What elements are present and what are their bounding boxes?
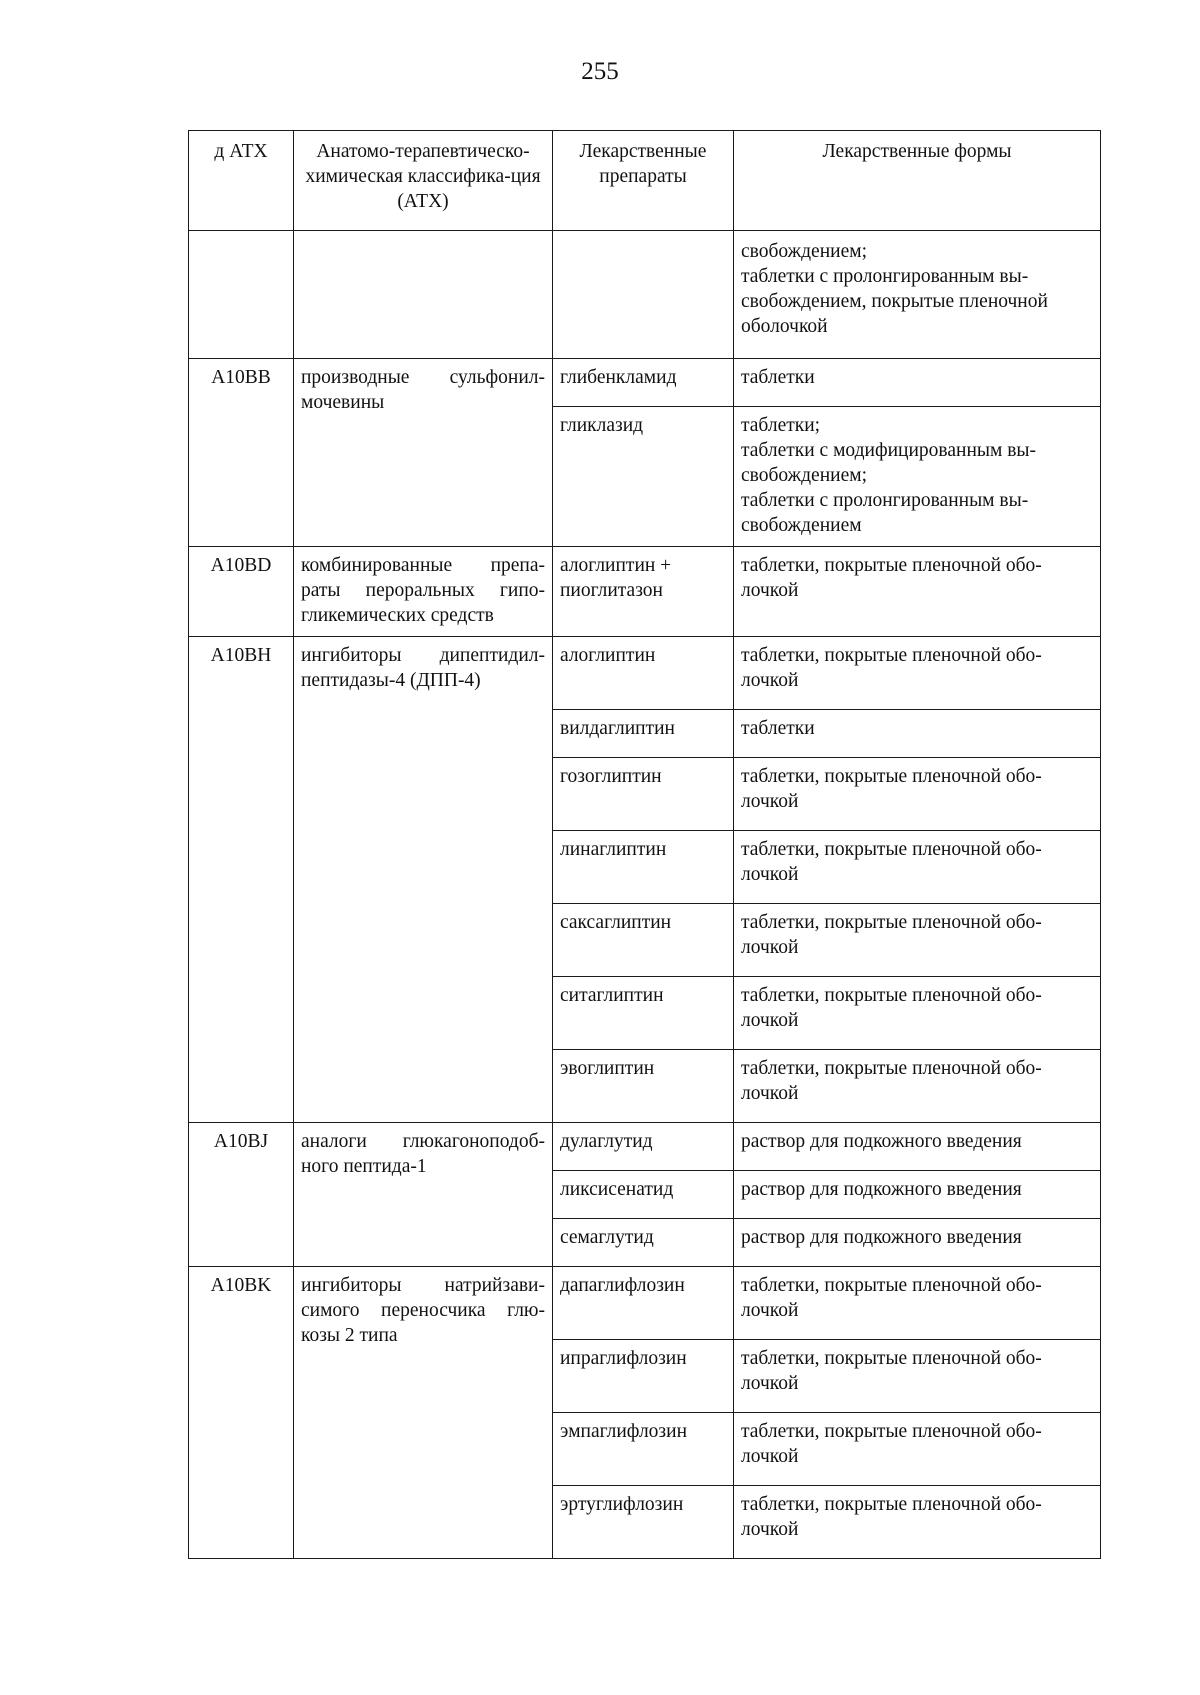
dosage-forms-cell <box>734 1413 1101 1486</box>
drug-name-cell: вилдаглиптин <box>553 710 734 758</box>
table-header-row <box>189 131 1101 231</box>
table-row <box>189 1267 1101 1340</box>
table-row <box>189 637 1101 710</box>
drug-name-cell: гозоглиптин <box>553 758 734 831</box>
dosage-forms-cell <box>734 1050 1101 1123</box>
drug-name-cell: алоглиптин + пиоглитазон <box>553 547 734 637</box>
table-row <box>189 547 1101 637</box>
atx-code-cell: A10BD <box>189 547 294 637</box>
form-line: таблетки, покрытые пленочной обо-лочкой <box>741 985 1042 1031</box>
atx-code-cell: A10BJ <box>189 1123 294 1267</box>
continuation-code-cell <box>189 231 294 359</box>
form-line: раствор для подкожного введения <box>741 1227 1022 1248</box>
dosage-forms-cell <box>734 1267 1101 1340</box>
continuation-class-cell <box>294 231 553 359</box>
dosage-forms-cell <box>734 1123 1101 1171</box>
page-number: 255 <box>581 58 619 85</box>
form-line: таблетки, покрытые пленочной обо-лочкой <box>741 555 1042 601</box>
dosage-forms-cell <box>734 359 1101 407</box>
form-line: раствор для подкожного введения <box>741 1131 1022 1152</box>
atx-classification-cell: производные сульфонил-мочевины <box>294 359 553 547</box>
continuation-row <box>189 231 1101 359</box>
form-line: таблетки, покрытые пленочной обо-лочкой <box>741 839 1042 885</box>
form-line: таблетки, покрытые пленочной обо-лочкой <box>741 1348 1042 1394</box>
continuation-forms-cell <box>734 231 1101 359</box>
atx-code-cell: A10BH <box>189 637 294 1123</box>
atx-classification-cell: комбинированные препа-раты пероральных гипо-гликемических средств <box>294 547 553 637</box>
header-code: д АТХ <box>189 131 294 231</box>
drug-name-cell: ситаглиптин <box>553 977 734 1050</box>
table-row <box>189 1123 1101 1171</box>
form-line: таблетки с пролонгированным вы-свобождением, покрытые пленочной оболочкой <box>741 266 1048 337</box>
form-line: таблетки, покрытые пленочной обо-лочкой <box>741 1058 1042 1104</box>
dosage-forms-cell <box>734 977 1101 1050</box>
form-line: таблетки <box>741 718 815 739</box>
atx-classification-cell: аналоги глюкагоноподоб-ного пептида-1 <box>294 1123 553 1267</box>
atx-code-cell: A10BB <box>189 359 294 547</box>
form-line: таблетки, покрытые пленочной обо-лочкой <box>741 766 1042 812</box>
drug-name-cell: эмпаглифлозин <box>553 1413 734 1486</box>
drug-name-cell: глибенкламид <box>553 359 734 407</box>
form-line: раствор для подкожного введения <box>741 1179 1022 1200</box>
dosage-forms-cell <box>734 637 1101 710</box>
dosage-forms-cell <box>734 831 1101 904</box>
form-line: таблетки с пролонгированным вы-свобождением <box>741 490 1029 536</box>
drug-name-cell: ликсисенатид <box>553 1171 734 1219</box>
dosage-forms-cell <box>734 407 1101 547</box>
form-line: таблетки, покрытые пленочной обо-лочкой <box>741 1421 1042 1467</box>
drug-name-cell: эвоглиптин <box>553 1050 734 1123</box>
dosage-forms-cell <box>734 1219 1101 1267</box>
dosage-forms-cell <box>734 758 1101 831</box>
drug-name-cell: дулаглутид <box>553 1123 734 1171</box>
drug-name-cell: алоглиптин <box>553 637 734 710</box>
form-line: таблетки с модифицированным вы-свобождением; <box>741 440 1036 486</box>
drug-name-cell: дапаглифлозин <box>553 1267 734 1340</box>
drug-name-cell: семаглутид <box>553 1219 734 1267</box>
dosage-forms-cell <box>734 1486 1101 1559</box>
drug-name-cell: линаглиптин <box>553 831 734 904</box>
header-forms: Лекарственные формы <box>734 131 1101 231</box>
atx-table <box>188 130 1101 1559</box>
form-line: таблетки, покрытые пленочной обо-лочкой <box>741 1275 1042 1321</box>
dosage-forms-cell <box>734 710 1101 758</box>
atx-code-cell: A10BK <box>189 1267 294 1559</box>
form-line: таблетки; <box>741 415 821 436</box>
atx-classification-cell: ингибиторы дипептидил-пептидазы-4 (ДПП-4) <box>294 637 553 1123</box>
form-line: таблетки, покрытые пленочной обо-лочкой <box>741 912 1042 958</box>
drug-name-cell: ипраглифлозин <box>553 1340 734 1413</box>
dosage-forms-cell <box>734 904 1101 977</box>
dosage-forms-cell <box>734 1171 1101 1219</box>
drug-name-cell: саксаглиптин <box>553 904 734 977</box>
dosage-forms-cell <box>734 1340 1101 1413</box>
drug-name-cell: гликлазид <box>553 407 734 547</box>
header-classification: Анатомо-терапевтическо-химическая классифика-ция (АТХ) <box>294 131 553 231</box>
form-line: таблетки, покрытые пленочной обо-лочкой <box>741 1494 1042 1540</box>
continuation-drug-cell <box>553 231 734 359</box>
header-drugs: Лекарственные препараты <box>553 131 734 231</box>
table-row <box>189 359 1101 407</box>
form-line: свобождением; <box>741 241 867 262</box>
drug-name-cell: эртуглифлозин <box>553 1486 734 1559</box>
form-line: таблетки <box>741 367 815 388</box>
form-line: таблетки, покрытые пленочной обо-лочкой <box>741 645 1042 691</box>
dosage-forms-cell <box>734 547 1101 637</box>
atx-classification-cell: ингибиторы натрийзави-симого переносчика глю-козы 2 типа <box>294 1267 553 1559</box>
